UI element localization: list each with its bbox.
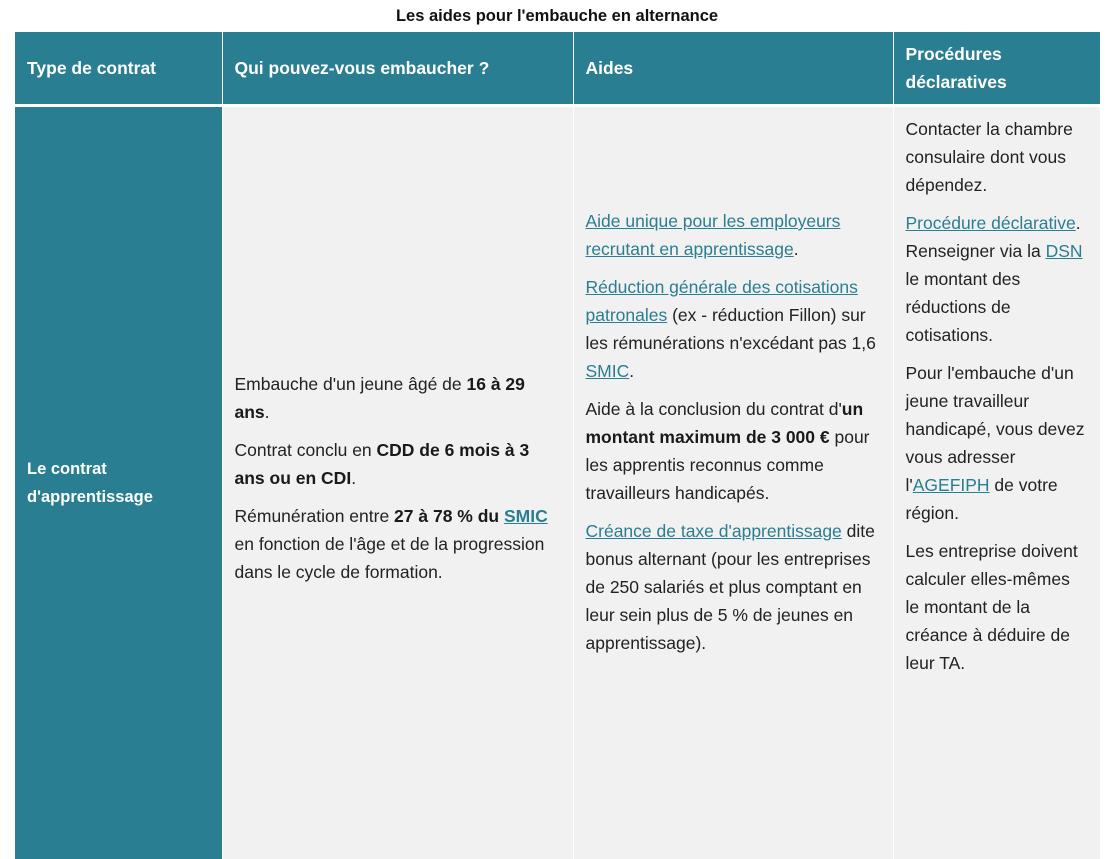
header-type-de-contrat: Type de contrat <box>15 32 222 106</box>
qui-remuneration-bold <box>394 506 548 526</box>
proc-declarative-text: . Renseigner via la <box>906 213 1081 261</box>
proc-declarative-end: le montant des réductions de cotisations. <box>906 269 1021 345</box>
aids-table <box>15 32 1100 859</box>
cell-aides <box>573 106 893 859</box>
creance-taxe-link[interactable]: Créance de taxe d'apprentissage <box>586 521 842 541</box>
qui-contrat-end: . <box>351 468 356 488</box>
agefiph-link[interactable]: AGEFIPH <box>913 475 990 495</box>
aides-paragraph-aide-unique <box>586 207 881 263</box>
qui-paragraph-age <box>235 370 561 426</box>
procedure-declarative-link[interactable]: Procédure déclarative <box>906 213 1076 233</box>
aides-paragraph-handicap <box>586 395 881 507</box>
handicap-end: pour les apprentis reconnus comme travailleurs handicapés. <box>586 427 870 503</box>
reduction-end: . <box>629 361 634 381</box>
aides-paragraph-reduction <box>586 273 881 385</box>
qui-remuneration-bold-text: 27 à 78 % du <box>394 506 504 526</box>
reduction-text: (ex - réduction Fillon) sur les rémunérations n'excédant pas 1,6 <box>586 305 876 353</box>
qui-contrat-bold: CDD de 6 mois à 3 ans ou en CDI <box>235 440 530 488</box>
creance-text: dite bonus alternant (pour les entreprises de 250 salariés et plus comptant en leur sein plus de 5 % de jeunes en apprentissage). <box>586 521 875 653</box>
proc-handicape-text: Pour l'embauche d'un jeune travailleur handicapé, vous devez vous adresser l' <box>906 363 1085 495</box>
qui-age-bold: 16 à 29 ans <box>235 374 525 422</box>
dsn-link[interactable]: DSN <box>1046 241 1083 261</box>
cell-contract-type: Le contrat d'apprentissage <box>15 106 222 859</box>
aide-unique-link[interactable]: Aide unique pour les employeurs recrutant en apprentissage <box>586 211 841 259</box>
proc-handicape-end: de votre région. <box>906 475 1058 523</box>
proc-paragraph-creance <box>906 537 1089 677</box>
proc-creance-text: Les entreprise doivent calculer elles-mêmes le montant de la créance à déduire de leur TA. <box>906 541 1078 673</box>
qui-remuneration-end: en fonction de l'âge et de la progression dans le cycle de formation. <box>235 534 545 582</box>
proc-paragraph-declarative <box>906 209 1089 349</box>
table-caption: Les aides pour l'embauche en alternance <box>0 7 1108 26</box>
proc-chambre-text: Contacter la chambre consulaire dont vous dépendez. <box>906 119 1073 195</box>
header-row <box>15 32 1100 106</box>
header-aides: Aides <box>573 32 893 106</box>
table-row <box>15 106 1100 859</box>
aides-paragraph-creance <box>586 517 881 657</box>
handicap-text: Aide à la conclusion du contrat d' <box>586 399 842 419</box>
cell-qui-embaucher <box>222 106 573 859</box>
header-procedures-declaratives: Procédures déclaratives <box>893 32 1100 106</box>
proc-paragraph-chambre <box>906 115 1089 199</box>
qui-age-text: Embauche d'un jeune âgé de <box>235 374 467 394</box>
header-qui-embaucher: Qui pouvez-vous embaucher ? <box>222 32 573 106</box>
qui-age-end: . <box>265 402 270 422</box>
cell-procedures <box>893 106 1100 859</box>
handicap-bold: un montant maximum de 3 000 € <box>586 399 864 447</box>
qui-paragraph-contrat <box>235 436 561 492</box>
qui-remuneration-text: Rémunération entre <box>235 506 395 526</box>
reduction-generale-link[interactable]: Réduction générale des cotisations patronales <box>586 277 858 325</box>
qui-contrat-text: Contrat conclu en <box>235 440 377 460</box>
proc-paragraph-handicape <box>906 359 1089 527</box>
smic-link[interactable]: SMIC <box>504 506 548 526</box>
smic-link-aides[interactable]: SMIC <box>586 361 630 381</box>
aide-unique-end: . <box>794 239 799 259</box>
qui-paragraph-remuneration <box>235 502 561 586</box>
